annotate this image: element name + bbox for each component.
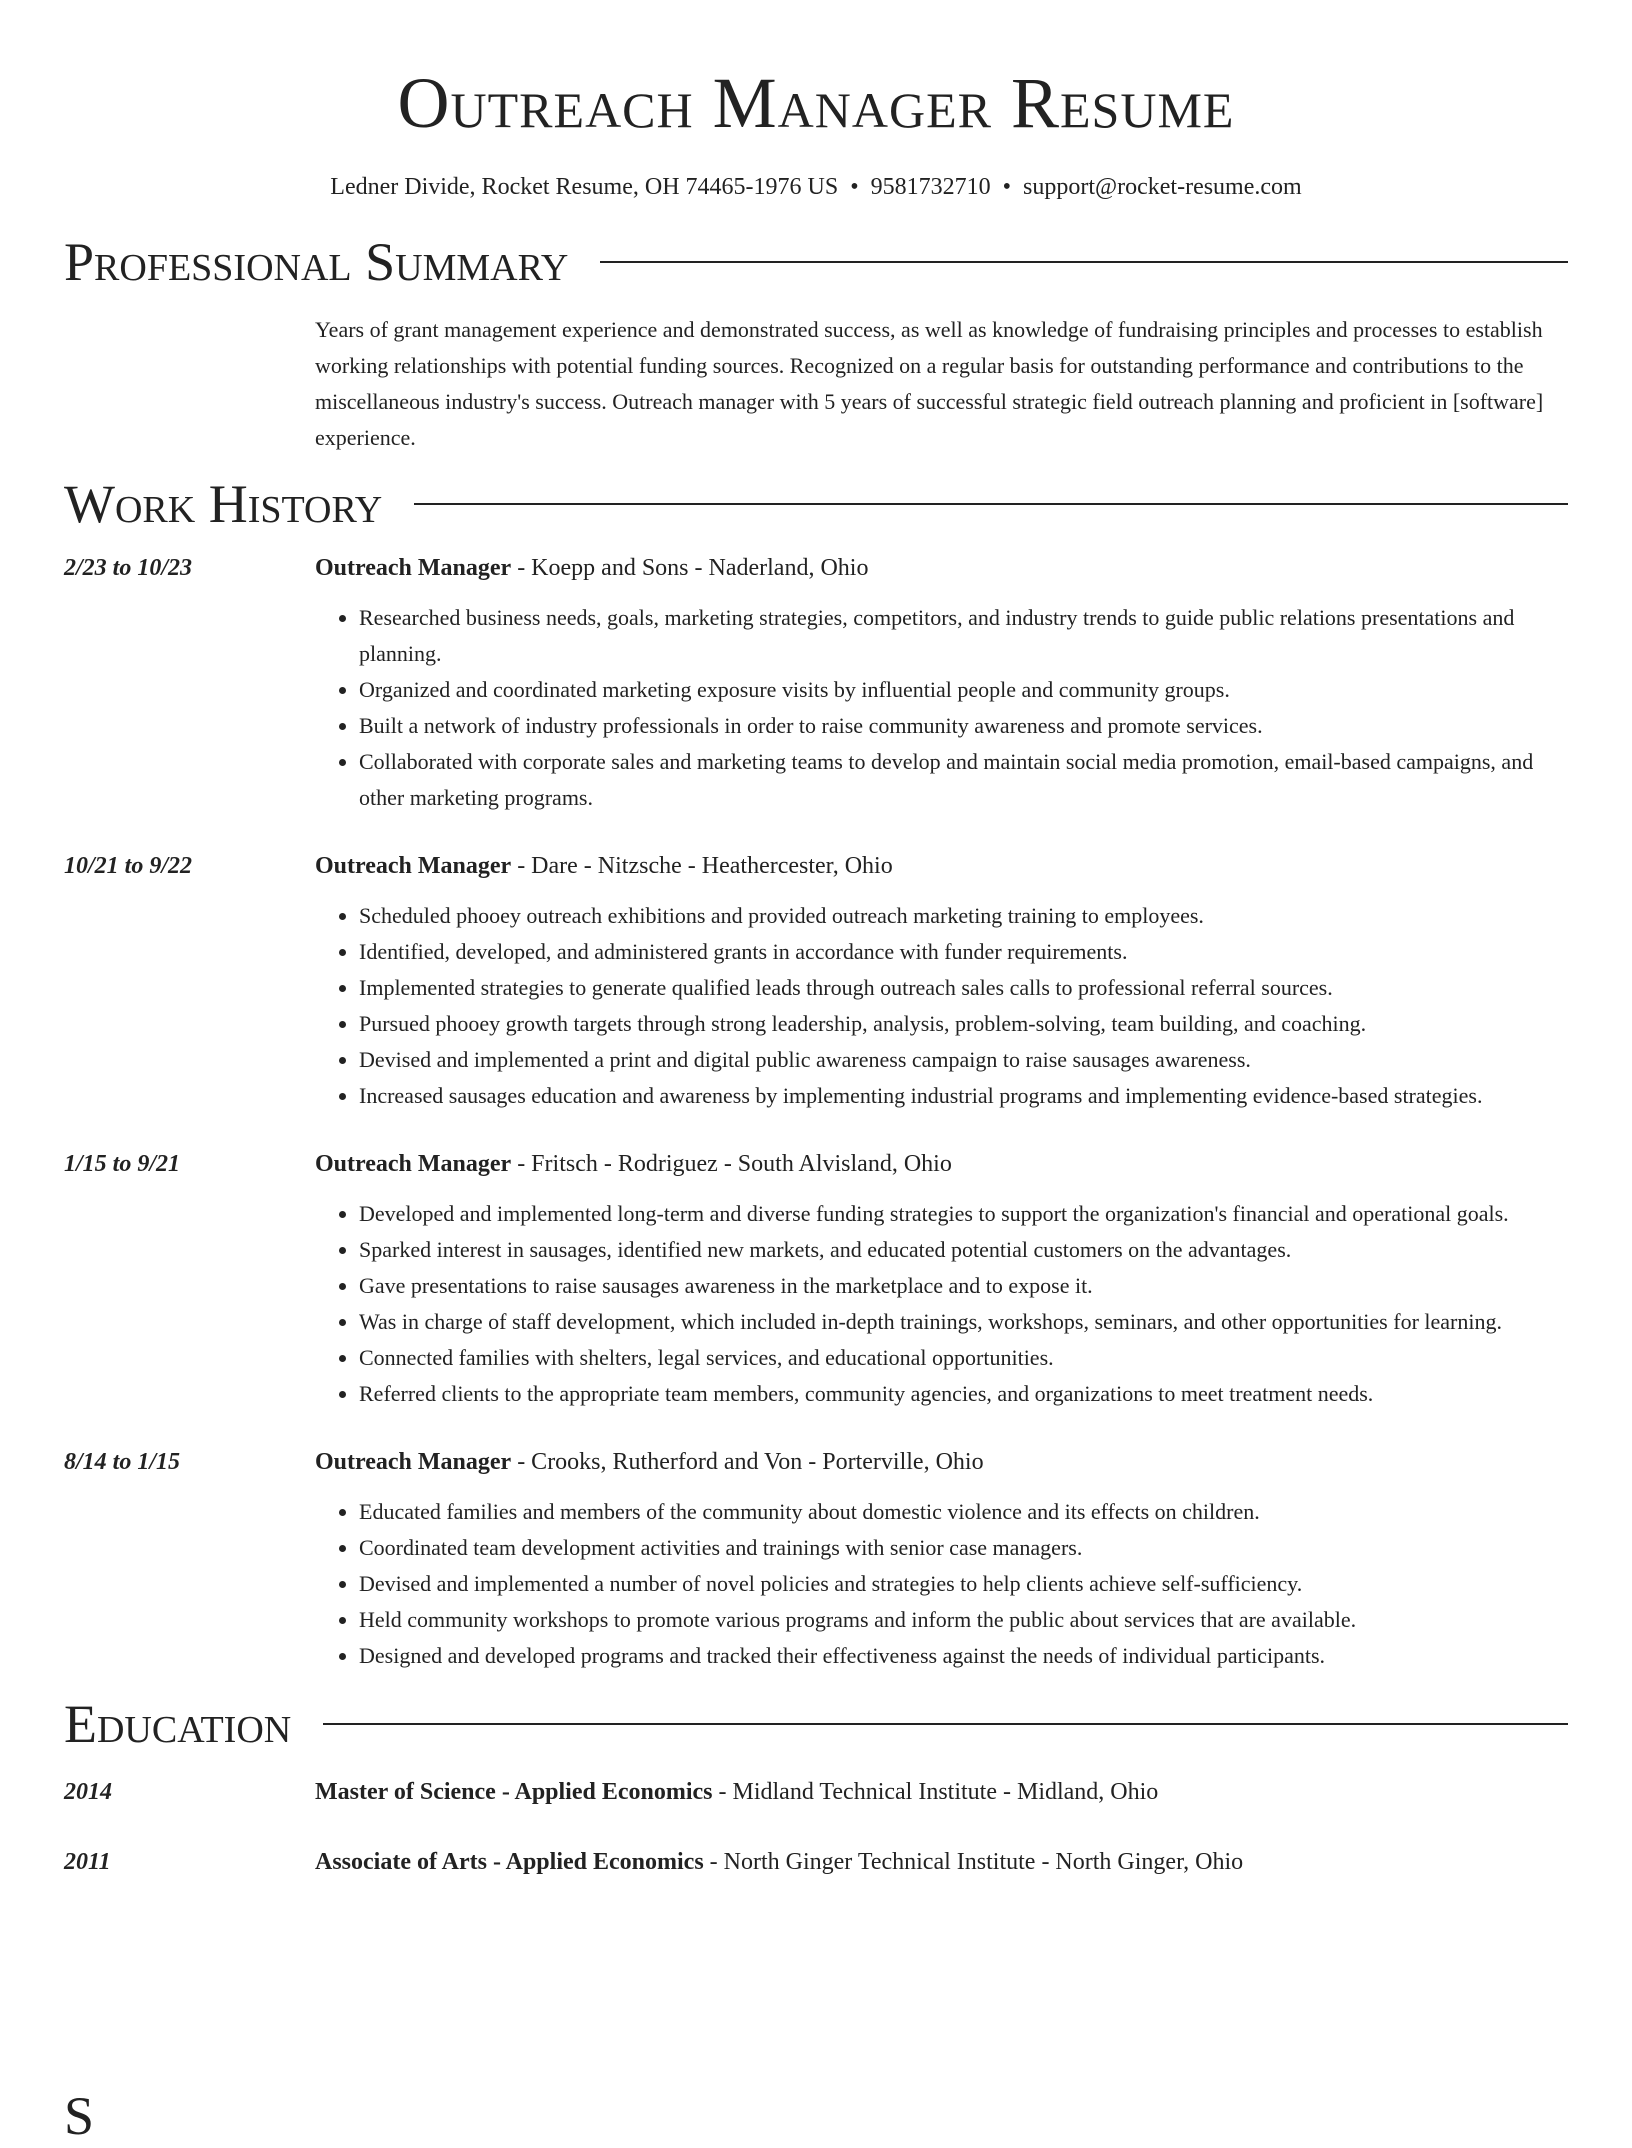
job-title: Outreach Manager (315, 555, 512, 581)
job-employer-location: - Crooks, Rutherford and Von - Porterville, Ohio (511, 1449, 984, 1475)
list-item: • Devised and implemented a number of novel policies and strategies to help clients achieve self-sufficiency. (359, 1566, 1568, 1602)
section-divider (414, 503, 1568, 505)
list-item: • Researched business needs, goals, marketing strategies, competitors, and industry trends to guide public relations presentations and planning. (359, 600, 1568, 672)
job-entry (64, 1146, 1568, 1412)
contact-phone: 9581732710 (870, 174, 991, 200)
list-item: • Implemented strategies to generate qualified leads through outreach sales calls to professional referral sources. (359, 970, 1568, 1006)
next-section-heading-partial: S (64, 2086, 95, 2146)
education-year: 2014 (64, 1779, 112, 1805)
job-employer-location: - Dare - Nitzsche - Heathercester, Ohio (511, 853, 893, 879)
list-item: • Educated families and members of the community about domestic violence and its effects on children. (359, 1494, 1568, 1530)
education-school-location: - North Ginger Technical Institute - North Ginger, Ohio (703, 1849, 1244, 1875)
list-item: • Referred clients to the appropriate team members, community agencies, and organizations to meet treatment needs. (359, 1376, 1568, 1412)
contact-separator: • (850, 174, 859, 200)
job-entry (64, 848, 1568, 1114)
list-item: • Sparked interest in sausages, identified new markets, and educated potential customers on the advantages. (359, 1232, 1568, 1268)
job-dates: 1/15 to 9/21 (64, 1151, 181, 1177)
section-title: Education (64, 1694, 292, 1754)
education-entry (64, 1774, 1568, 1810)
job-title: Outreach Manager (315, 1449, 512, 1475)
section-title: Work History (64, 474, 383, 534)
job-employer-location: - Fritsch - Rodriguez - South Alvisland, Ohio (511, 1151, 952, 1177)
section-heading-work-history (64, 472, 1568, 536)
list-item: • Connected families with shelters, legal services, and educational opportunities. (359, 1340, 1568, 1376)
list-item: • Scheduled phooey outreach exhibitions and provided outreach marketing training to employees. (359, 898, 1568, 934)
education-degree: Master of Science - Applied Economics (315, 1779, 713, 1805)
job-title: Outreach Manager (315, 853, 512, 879)
job-heading (315, 1444, 1568, 1480)
section-title: Professional Summary (64, 232, 569, 292)
education-school-location: - Midland Technical Institute - Midland, Ohio (712, 1779, 1159, 1805)
job-entry (64, 550, 1568, 816)
contact-separator: • (1002, 174, 1012, 200)
job-dates: 8/14 to 1/15 (64, 1449, 181, 1475)
section-heading-summary (64, 230, 1568, 294)
contact-address: Ledner Divide, Rocket Resume, OH 74465-1976 US (330, 174, 839, 200)
section-heading-education (64, 1692, 1568, 1756)
job-bullets (315, 1196, 1568, 1412)
list-item: • Collaborated with corporate sales and marketing teams to develop and maintain social media promotion, email-based campaigns, and other marketing programs. (359, 744, 1568, 816)
list-item: • Increased sausages education and awareness by implementing industrial programs and implementing evidence-based strategies. (359, 1078, 1568, 1114)
job-heading (315, 848, 1568, 884)
education-entry (64, 1844, 1568, 1880)
section-divider (323, 1723, 1568, 1725)
list-item: • Built a network of industry professionals in order to raise community awareness and promote services. (359, 708, 1568, 744)
education-degree: Associate of Arts - Applied Economics (315, 1849, 704, 1875)
list-item: • Identified, developed, and administered grants in accordance with funder requirements. (359, 934, 1568, 970)
list-item: • Developed and implemented long-term and diverse funding strategies to support the organization's financial and operational goals. (359, 1196, 1568, 1232)
education-year: 2011 (64, 1849, 111, 1875)
contact-email[interactable]: support@rocket-resume.com (1023, 174, 1302, 200)
job-bullets (315, 898, 1568, 1114)
list-item: • Organized and coordinated marketing exposure visits by influential people and community groups. (359, 672, 1568, 708)
resume-title: Outreach Manager Resume (397, 63, 1235, 143)
job-bullets (315, 1494, 1568, 1674)
list-item: • Held community workshops to promote various programs and inform the public about services that are available. (359, 1602, 1568, 1638)
list-item: • Gave presentations to raise sausages awareness in the marketplace and to expose it. (359, 1268, 1568, 1304)
list-item: • Was in charge of staff development, which included in-depth trainings, workshops, seminars, and other opportunities for learning. (359, 1304, 1568, 1340)
list-item: • Designed and developed programs and tracked their effectiveness against the needs of individual participants. (359, 1638, 1568, 1674)
job-heading (315, 1146, 1568, 1182)
work-history-list (64, 550, 1568, 1674)
job-heading (315, 550, 1568, 586)
summary-text: Years of grant management experience and demonstrated success, as well as knowledge of fundraising principles and processes to establish working relationships with potential funding sources. Recognized on a regular basis for outstanding performance and contributions to the miscellaneous industry's success. Outreach manager with 5 years of successful strategic field outreach planning and proficient in [software] experience. (315, 317, 1544, 450)
job-employer-location: - Koepp and Sons - Naderland, Ohio (511, 555, 869, 581)
resume-page (64, 0, 1568, 1880)
list-item: • Pursued phooey growth targets through strong leadership, analysis, problem-solving, team building, and coaching. (359, 1006, 1568, 1042)
job-bullets (315, 600, 1568, 816)
job-entry (64, 1444, 1568, 1674)
job-dates: 2/23 to 10/23 (64, 555, 193, 581)
contact-line (64, 172, 1568, 202)
job-title: Outreach Manager (315, 1151, 512, 1177)
list-item: • Coordinated team development activities and trainings with senior case managers. (359, 1530, 1568, 1566)
list-item: • Devised and implemented a print and digital public awareness campaign to raise sausages awareness. (359, 1042, 1568, 1078)
section-divider (600, 261, 1568, 263)
job-dates: 10/21 to 9/22 (64, 853, 193, 879)
